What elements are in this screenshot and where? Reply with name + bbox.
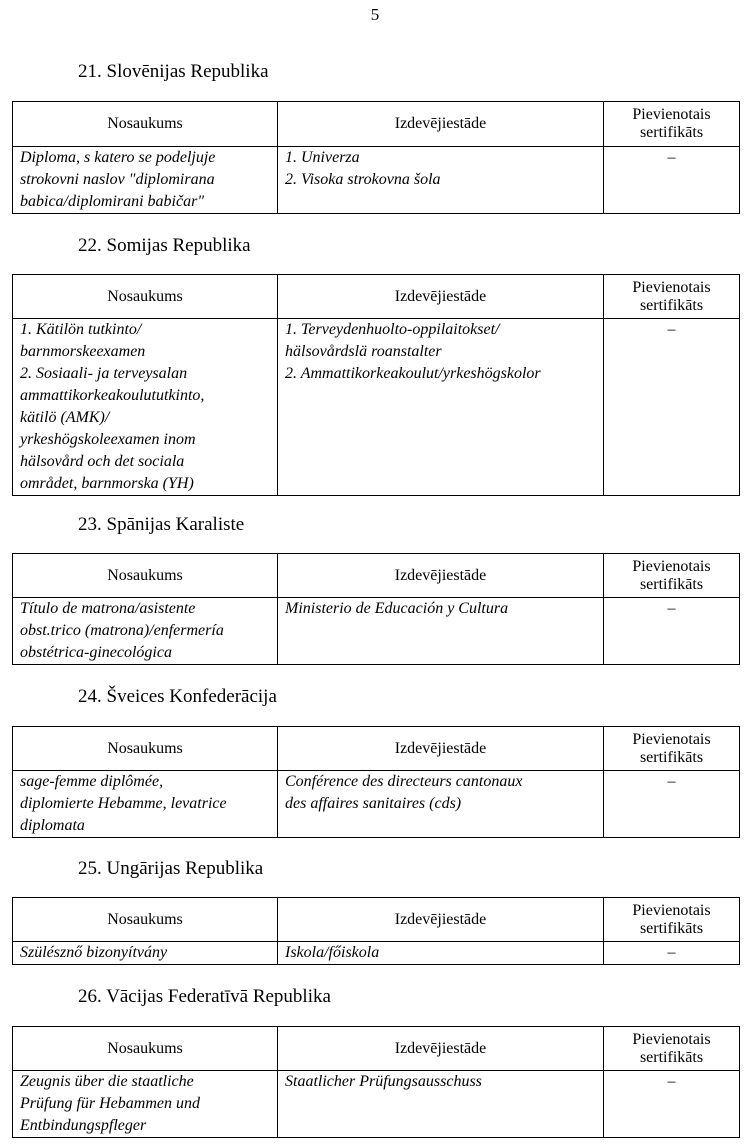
name-line: barnmorskeexamen: [20, 343, 146, 360]
name-line: Título de matrona/asistente: [20, 600, 196, 617]
header-row: [13, 275, 740, 319]
qualification-table: [12, 1026, 740, 1138]
table-row: [13, 319, 740, 496]
section-title: 21. Slovēnijas Republika: [78, 61, 269, 82]
header-line: Pievienotais: [632, 901, 711, 919]
table-row: [13, 1071, 740, 1138]
certificate-value: –: [604, 771, 740, 838]
name-line: 2. Sosiaali- ja terveysalan: [20, 365, 188, 382]
header-line: sertifikāts: [639, 124, 704, 141]
column-header-certificate: [604, 898, 740, 942]
header-row: [13, 102, 740, 147]
table-row: [13, 147, 740, 214]
column-header-name: Nosaukums: [13, 898, 278, 942]
certificate-value: –: [604, 598, 740, 665]
issuer-line: des affaires sanitaires (cds): [285, 795, 462, 812]
name-line: babica/diplomirani babičar": [20, 193, 205, 210]
column-header-certificate: [604, 727, 740, 771]
name-line: hälsovård och det sociala: [20, 453, 185, 470]
issuer-line: 1. Terveydenhuolto-oppilaitokset/: [285, 321, 500, 338]
name-line: Szülésznő bizonyítvány: [20, 944, 168, 961]
issuer-line: hälsovårdslä roanstalter: [285, 343, 442, 360]
header-line: Pievienotais: [632, 730, 711, 748]
header-row: [13, 1027, 740, 1071]
qualification-table: [12, 101, 740, 214]
section-title: 22. Somijas Republika: [78, 235, 251, 256]
column-header-name: Nosaukums: [13, 727, 278, 771]
name-line: 1. Kätilön tutkinto/: [20, 321, 142, 338]
header-line: Pievienotais: [632, 557, 711, 575]
qualification-table: [12, 897, 740, 965]
header-line: Pievienotais: [632, 1030, 711, 1048]
column-header-certificate: [604, 275, 740, 319]
header-line: sertifikāts: [639, 575, 704, 593]
name-line: yrkeshögskoleexamen inom: [20, 431, 196, 448]
column-header-issuer: Izdevējiestāde: [278, 275, 604, 319]
name-line: obstétrica-ginecológica: [20, 644, 172, 661]
name-line: Zeugnis über die staatliche: [20, 1073, 194, 1090]
column-header-certificate: [604, 1027, 740, 1071]
issuing-body: [278, 598, 604, 665]
qualification-name: [13, 771, 278, 838]
qualification-name: [13, 598, 278, 665]
issuer-line: Iskola/főiskola: [285, 944, 380, 961]
issuing-body: [278, 319, 604, 496]
issuer-line: Conférence des directeurs cantonaux: [285, 773, 523, 790]
header-row: [13, 727, 740, 771]
table-row: [13, 598, 740, 665]
column-header-issuer: Izdevējiestāde: [278, 102, 604, 147]
column-header-issuer: Izdevējiestāde: [278, 727, 604, 771]
column-header-issuer: Izdevējiestāde: [278, 554, 604, 598]
column-header-name: Nosaukums: [13, 554, 278, 598]
certificate-value: –: [604, 147, 740, 214]
name-line: sage-femme diplômée,: [20, 773, 164, 790]
column-header-name: Nosaukums: [13, 1027, 278, 1071]
name-line: Entbindungspfleger: [20, 1117, 147, 1134]
issuing-body: [278, 147, 604, 214]
issuing-body: [278, 942, 604, 965]
header-row: [13, 554, 740, 598]
name-line: området, barnmorska (YH): [20, 475, 194, 492]
certificate-value: –: [604, 319, 740, 496]
issuer-line: 2. Visoka strokovna šola: [285, 171, 441, 188]
qualification-name: [13, 147, 278, 214]
header-line: Pievienotais: [632, 106, 711, 123]
page-number: 5: [370, 5, 380, 24]
header-line: sertifikāts: [639, 296, 704, 314]
section-title: 25. Ungārijas Republika: [78, 858, 264, 879]
qualification-table: [12, 274, 740, 496]
section-title: 26. Vācijas Federatīvā Republika: [78, 986, 331, 1007]
name-line: ammattikorkeakoulututkinto,: [20, 387, 205, 404]
qualification-name: [13, 319, 278, 496]
table-row: [13, 942, 740, 965]
table-row: [13, 771, 740, 838]
issuer-line: Staatlicher Prüfungsausschuss: [285, 1073, 482, 1090]
issuing-body: [278, 1071, 604, 1138]
name-line: kätilö (AMK)/: [20, 409, 110, 426]
issuer-line: Ministerio de Educación y Cultura: [285, 600, 509, 617]
issuing-body: [278, 771, 604, 838]
column-header-name: Nosaukums: [13, 102, 278, 147]
name-line: diplomierte Hebamme, levatrice: [20, 795, 227, 812]
name-line: Prüfung für Hebammen und: [20, 1095, 200, 1112]
header-line: sertifikāts: [639, 748, 704, 766]
column-header-name: Nosaukums: [13, 275, 278, 319]
certificate-value: –: [604, 942, 740, 965]
column-header-issuer: Izdevējiestāde: [278, 898, 604, 942]
certificate-value: –: [604, 1071, 740, 1138]
header-line: sertifikāts: [639, 1048, 704, 1066]
name-line: diplomata: [20, 817, 85, 834]
qualification-name: [13, 1071, 278, 1138]
header-row: [13, 898, 740, 942]
issuer-line: 1. Univerza: [285, 149, 360, 166]
header-line: sertifikāts: [639, 919, 704, 937]
header-line: Pievienotais: [632, 278, 711, 296]
column-header-certificate: [604, 554, 740, 598]
column-header-certificate: [604, 102, 740, 147]
section-title: 24. Šveices Konfederācija: [78, 686, 277, 707]
qualification-table: [12, 553, 740, 665]
qualification-name: [13, 942, 278, 965]
name-line: strokovni naslov "diplomirana: [20, 171, 215, 188]
section-title: 23. Spānijas Karaliste: [78, 514, 245, 535]
name-line: Diploma, s katero se podeljuje: [20, 149, 216, 166]
qualification-table: [12, 726, 740, 838]
name-line: obst.trico (matrona)/enfermería: [20, 622, 224, 639]
issuer-line: 2. Ammattikorkeakoulut/yrkeshögskolor: [285, 365, 541, 382]
column-header-issuer: Izdevējiestāde: [278, 1027, 604, 1071]
